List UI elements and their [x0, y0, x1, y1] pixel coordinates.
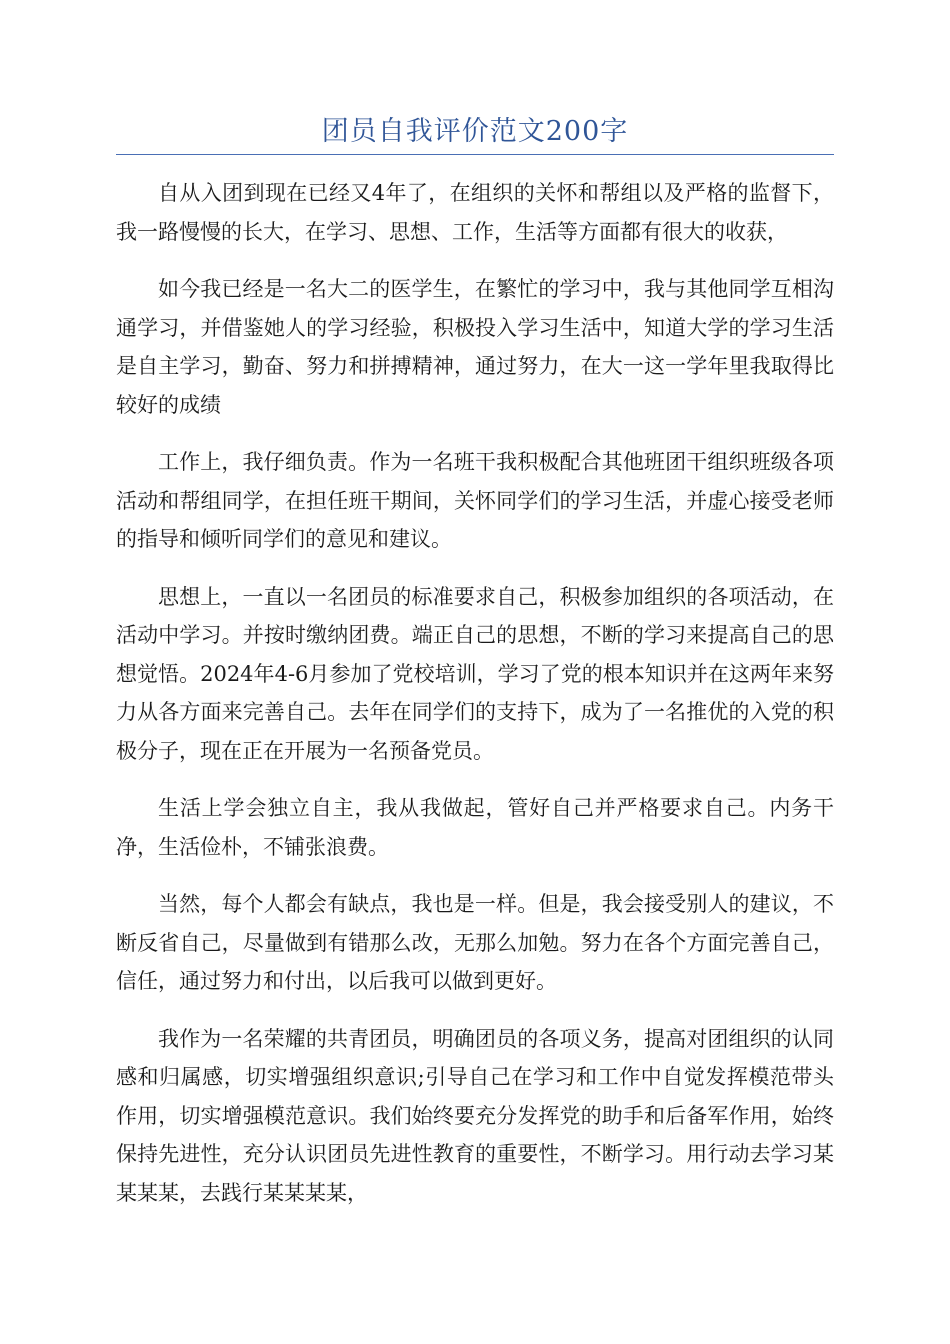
paragraph: 生活上学会独立自主，我从我做起，管好自己并严格要求自己。内务干净，生活俭朴，不铺张浪费。 [116, 796, 834, 859]
document-title: 团员自我评价范文200字 [321, 116, 629, 147]
document-body [116, 174, 834, 1231]
paragraph: 如今我已经是一名大二的医学生，在繁忙的学习中，我与其他同学互相沟通学习，并借鉴她人的学习经验，积极投入学习生活中，知道大学的学习生活是自主学习，勤奋、努力和拼搏精神，通过努力，在大一这一学年里我取得比较好的成绩 [116, 277, 834, 417]
title-underline [116, 154, 834, 155]
paragraph: 当然，每个人都会有缺点，我也是一样。但是，我会接受别人的建议，不断反省自己，尽量做到有错那么改，无那么加勉。努力在各个方面完善自己，信任，通过努力和付出，以后我可以做到更好。 [116, 892, 834, 993]
paragraph: 工作上，我仔细负责。作为一名班干我积极配合其他班团干组织班级各项活动和帮组同学，在担任班干期间，关怀同学们的学习生活，并虚心接受老师的指导和倾听同学们的意见和建议。 [116, 450, 834, 551]
paragraph: 思想上，一直以一名团员的标准要求自己，积极参加组织的各项活动，在活动中学习。并按时缴纳团费。端正自己的思想，不断的学习来提高自己的思想觉悟。2024年4-6月参加了党校培训，学习了党的根本知识并在这两年来努力从各方面来完善自己。去年在同学们的支持下，成为了一名推优的入党的积极分子，现在正在开展为一名预备党员。 [116, 584, 834, 763]
paragraph: 我作为一名荣耀的共青团员，明确团员的各项义务，提高对团组织的认同感和归属感，切实增强组织意识;引导自己在学习和工作中自觉发挥模范带头作用，切实增强模范意识。我们始终要充分发挥党的助手和后备军作用，始终保持先进性，充分认识团员先进性教育的重要性，不断学习。用行动去学习某某某某，去践行某某某某， [116, 1026, 834, 1205]
paragraph: 自从入团到现在已经又4年了，在组织的关怀和帮组以及严格的监督下，我一路慢慢的长大，在学习、思想、工作，生活等方面都有很大的收获， [116, 181, 834, 244]
